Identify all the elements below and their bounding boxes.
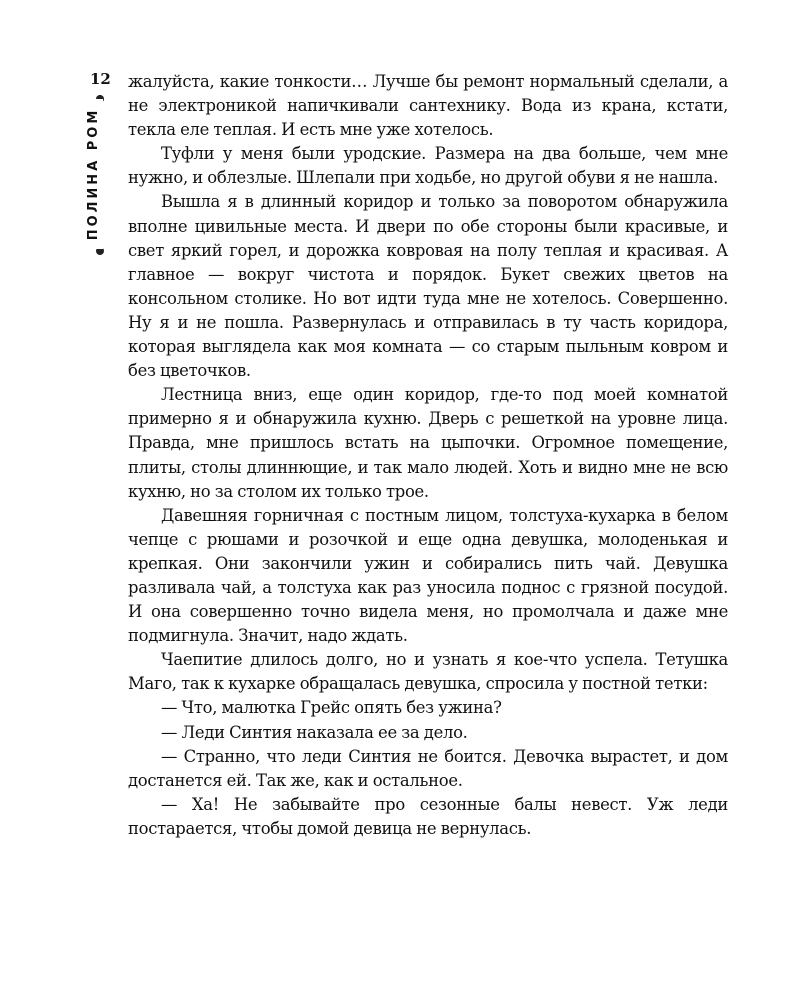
running-header-title: ПОЛИНА РОМ [85,99,103,249]
dialogue-line: — Ха! Не забывайте про сезонные балы невест. Уж леди постарается, чтобы домой девица не вернулась. [128,794,728,838]
dialogue-line: — Что, малютка Грейс опять без ужина? [161,698,502,718]
paragraph: Чаепитие длилось долго, но и узнать я кое-что успела. Тетушка Маго, так к кухарке обращалась девушка, спросила у постной тетки: [128,650,728,694]
body-text [128,70,728,841]
dialogue-line: — Странно, что леди Синтия не боится. Девочка вырастет, и дом достанется ей. Так же, как и остальное. [128,746,728,790]
paragraph: Туфли у меня были уродские. Размера на два больше, чем мне нужно, и облезлые. Шлепали при ходьбе, но другой обуви я не нашла. [128,144,728,188]
paragraph: Вышла я в длинный коридор и только за поворотом обнаружила вполне цивильные места. И двери по обе стороны были красивые, и свет яркий горел, и дорожка ковровая на полу теплая и красивая. А главное — вокруг чистота и порядок. Букет свежих цветов на консольном столике. Но вот идти туда мне не хотелось. Совершенно. Ну я и не пошла. Развернулась и отправилась в ту часть коридора, которая выглядела как моя комната — со старым пыльным ковром и без цветочков. [128,192,728,381]
dialogue-line: — Леди Синтия наказала ее за дело. [161,722,468,742]
paragraph: Давешняя горничная с постным лицом, толстуха-кухарка в белом чепце с рюшами и розочкой и еще одна девушка, молоденькая и крепкая. Они закончили ужин и собирались пить чай. Девушка разливала чай, а толстуха как раз уносила поднос с грязной посудой. И она совершенно точно видела меня, но промолчала и даже мне подмигнула. Значит, надо ждать. [128,505,728,646]
running-header [82,95,102,255]
paragraph: жалуйста, какие тонкости… Лучше бы ремонт нормальный сделали, а не электроникой напичкивали сантехнику. Вода из крана, кстати, текла еле теплая. И есть мне уже хотелось. [128,72,728,140]
paragraph: Лестница вниз, еще один коридор, где-то под моей комнатой примерно я и обнаружила кухню. Дверь с решеткой на уровне лица. Правда, мне пришлось встать на цыпочки. Огромное помещение, плиты, столы длиннющие, и так мало людей. Хоть и видно мне не всю кухню, но за столом их только трое. [128,385,728,501]
page-number: 12 [90,70,111,88]
